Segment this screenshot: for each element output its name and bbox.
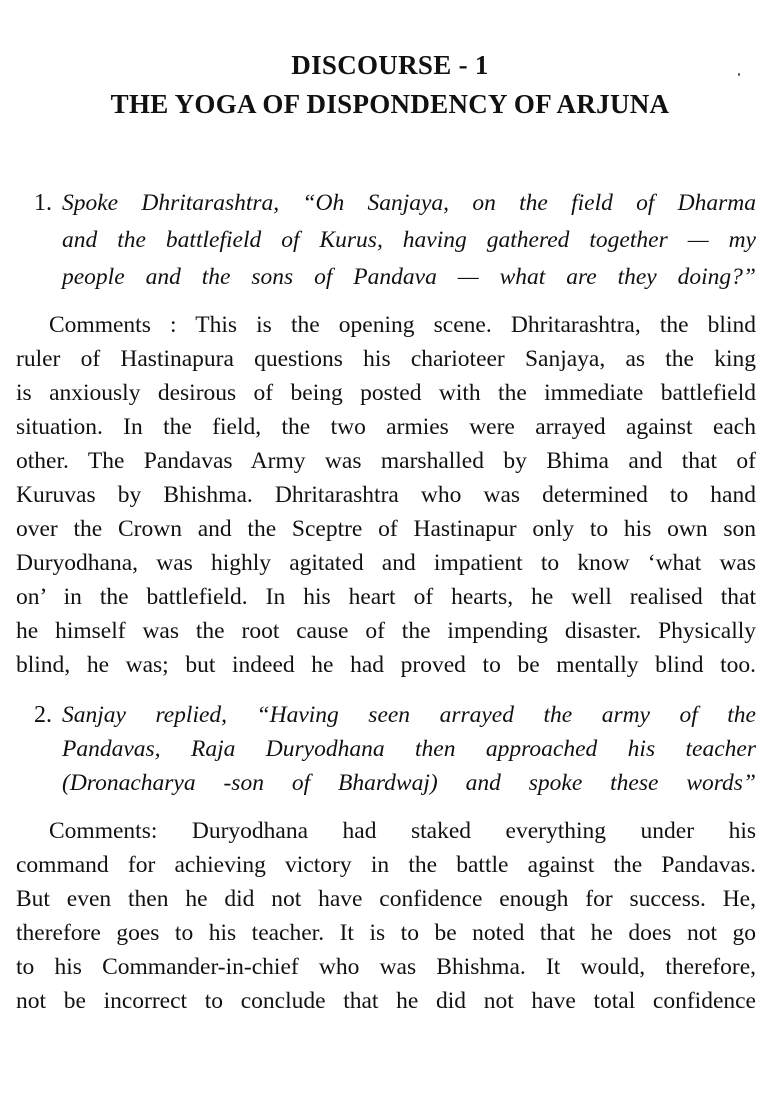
comment-line: is anxiously desirous of being posted with the immediate battlefield [16, 380, 756, 406]
comment-line: other. The Pandavas Army was marshalled by Bhima and that of [16, 448, 756, 474]
comment-line: command for achieving victory in the battle against the Pandavas. [16, 852, 756, 878]
verse-line: Pandavas, Raja Duryodhana then approached his teacher [62, 736, 756, 762]
comment-line: Comments : This is the opening scene. Dhritarashtra, the blind [49, 312, 756, 338]
comment-line: over the Crown and the Sceptre of Hastinapur only to his own son [16, 516, 756, 542]
comment-line: But even then he did not have confidence enough for success. He, [16, 886, 756, 912]
verse-line: and the battlefield of Kurus, having gathered together — my [62, 227, 756, 253]
comment-line: not be incorrect to conclude that he did not have total confidence [16, 988, 756, 1014]
comment-line: he himself was the root cause of the impending disaster. Physically [16, 618, 756, 644]
chapter-title: THE YOGA OF DISPONDENCY OF ARJUNA [110, 89, 670, 119]
comment-line: blind, he was; but indeed he had proved to be mentally blind too. [16, 652, 756, 678]
comment-line: situation. In the field, the two armies were arrayed against each [16, 414, 756, 440]
verse-line: people and the sons of Pandava — what are they doing?” [62, 264, 756, 290]
comment-line: Duryodhana, was highly agitated and impatient to know ‘what was [16, 550, 756, 576]
verse-line: Sanjay replied, “Having seen arrayed the army of the [62, 702, 756, 728]
comment-line: Comments: Duryodhana had staked everything under his [49, 818, 756, 844]
comment-line: to his Commander-in-chief who was Bhishma. It would, therefore, [16, 954, 756, 980]
comment-line: ruler of Hastinapura questions his charioteer Sanjaya, as the king [16, 346, 756, 372]
verse-number: 1. [34, 190, 52, 216]
verse-line: (Dronacharya -son of Bhardwaj) and spoke these words” [62, 770, 756, 796]
comment-line: therefore goes to his teacher. It is to be noted that he does not go [16, 920, 756, 946]
comment-line: on’ in the battlefield. In his heart of hearts, he well realised that [16, 584, 756, 610]
verse-number: 2. [34, 702, 52, 728]
discourse-heading: DISCOURSE - 1 [291, 50, 489, 80]
comment-line: Kuruvas by Bhishma. Dhritarashtra who was determined to hand [16, 482, 756, 508]
verse-line: Spoke Dhritarashtra, “Oh Sanjaya, on the field of Dharma [62, 190, 756, 216]
